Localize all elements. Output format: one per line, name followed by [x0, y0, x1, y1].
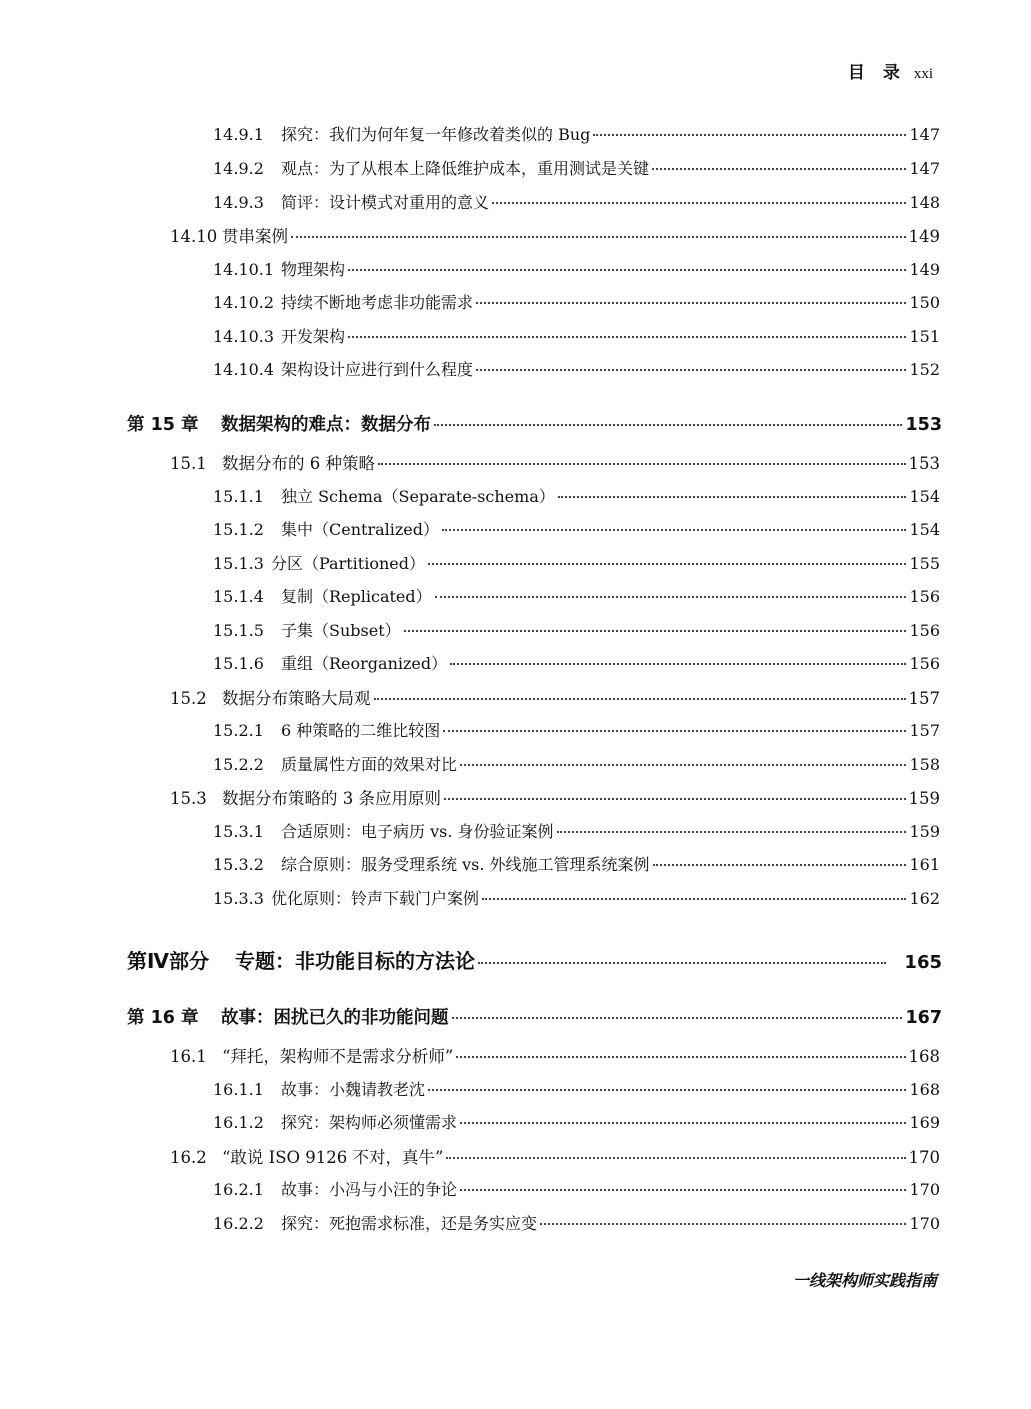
entry-number: 14.10.4	[213, 360, 275, 379]
toc-chapter	[127, 411, 942, 436]
entry-page: 159	[908, 789, 940, 808]
entry-title: 质量属性方面的效果对比	[281, 755, 458, 774]
entry-number: 14.9.3	[213, 193, 264, 212]
entry-title: 故事：小魏请教老沈	[281, 1080, 426, 1099]
entry-number: 16.2.1	[213, 1180, 264, 1199]
leader-dots	[476, 302, 906, 304]
leader-dots	[428, 563, 906, 565]
entry-number: 16.1.1	[213, 1080, 264, 1099]
entry-title: 贯串案例	[222, 227, 288, 246]
entry-page: 169	[909, 1113, 940, 1132]
entry-title: 探究：架构师必须懂需求	[281, 1113, 458, 1132]
entry-title: 数据分布策略的 3 条应用原则	[222, 789, 441, 808]
toc-entry	[213, 484, 940, 507]
entry-page: 152	[909, 360, 940, 379]
running-footer: 一线架构师实践指南	[792, 1271, 937, 1290]
header-page-number: xxi	[913, 66, 933, 82]
entry-title: 优化原则：铃声下载门户案例	[271, 889, 480, 908]
entry-number: 14.10.1	[213, 260, 275, 279]
toc-entry	[213, 584, 940, 607]
toc-entry	[213, 651, 940, 674]
entry-page: 168	[909, 1080, 940, 1099]
part-title: 专题：非功能目标的方法论	[235, 949, 475, 973]
toc-entry	[213, 1077, 940, 1100]
entry-number: 15.1.5	[213, 621, 264, 640]
entry-title: 6 种策略的二维比较图	[281, 721, 441, 740]
leader-dots	[482, 898, 906, 900]
entry-page: 156	[909, 587, 940, 606]
chapter-title: 数据架构的难点：数据分布	[221, 415, 431, 435]
entry-page: 154	[909, 487, 940, 506]
toc-entry	[213, 190, 940, 213]
entry-page: 157	[909, 721, 940, 740]
entry-title: 独立 Schema（Separate-schema）	[281, 487, 555, 506]
entry-number: 15.1.6	[213, 654, 264, 673]
entry-number: 15.1.1	[213, 487, 264, 506]
chapter-title: 故事：困扰已久的非功能问题	[221, 1008, 449, 1028]
toc-entry	[213, 1211, 940, 1234]
entry-number: 15.1	[170, 454, 207, 473]
entry-page: 147	[909, 125, 940, 144]
entry-number: 16.2	[170, 1148, 207, 1167]
entry-number: 15.1.4	[213, 587, 264, 606]
leader-dots	[478, 962, 886, 964]
entry-title: 架构设计应进行到什么程度	[281, 360, 474, 379]
toc-entry	[170, 450, 940, 474]
entry-title: 持续不断地考虑非功能需求	[281, 293, 474, 312]
entry-page: 156	[909, 621, 940, 640]
toc-entry	[213, 718, 940, 741]
entry-number: 15.3.2	[213, 855, 264, 874]
entry-page: 153	[908, 454, 940, 473]
toc-entry	[170, 223, 940, 247]
toc-entry	[170, 685, 940, 709]
entry-page: 170	[909, 1214, 940, 1233]
leader-dots	[460, 764, 906, 766]
entry-number: 15.2.1	[213, 721, 264, 740]
entry-page: 168	[908, 1047, 940, 1066]
entry-number: 15.3	[170, 789, 207, 808]
leader-dots	[540, 1223, 906, 1225]
chapter-page: 167	[905, 1008, 942, 1028]
entry-number: 14.9.2	[213, 159, 264, 178]
entry-title: 探究：我们为何年复一年修改着类似的 Bug	[281, 125, 591, 144]
toc-chapter	[127, 1004, 942, 1029]
toc-entry	[213, 324, 940, 347]
entry-page: 170	[908, 1148, 940, 1167]
leader-dots	[428, 1089, 906, 1091]
part-page: 165	[904, 952, 942, 973]
entry-title: 数据分布的 6 种策略	[222, 454, 375, 473]
entry-number: 16.1.2	[213, 1113, 264, 1132]
entry-title: 故事：小冯与小汪的争论	[281, 1180, 458, 1199]
leader-dots	[652, 168, 906, 170]
entry-number: 15.3.3	[213, 889, 264, 908]
entry-page: 161	[909, 855, 940, 874]
leader-dots	[452, 1017, 903, 1019]
entry-title: 分区（Partitioned）	[271, 554, 425, 573]
leader-dots	[460, 1189, 906, 1191]
toc-entry	[213, 257, 940, 280]
leader-dots	[378, 463, 906, 465]
leader-dots	[374, 698, 906, 700]
leader-dots	[460, 1122, 906, 1124]
toc-entry	[213, 752, 940, 775]
chapter-number: 第 15 章	[127, 415, 199, 435]
header-title: 目 录	[847, 63, 906, 83]
leader-dots	[593, 134, 906, 136]
leader-dots	[450, 663, 906, 665]
entry-title: 物理架构	[281, 260, 346, 279]
entry-number: 14.10.2	[213, 293, 275, 312]
leader-dots	[446, 1157, 905, 1159]
toc-entry	[213, 156, 940, 179]
leader-dots	[348, 336, 906, 338]
toc-entry	[213, 852, 940, 875]
chapter-page: 153	[905, 415, 942, 435]
entry-title: 开发架构	[281, 327, 346, 346]
entry-title: “拜托，架构师不是需求分析师”	[222, 1047, 454, 1066]
entry-title: 数据分布策略大局观	[222, 689, 371, 708]
entry-number: 14.10.3	[213, 327, 275, 346]
chapter-number: 第 16 章	[127, 1008, 199, 1028]
leader-dots	[443, 730, 906, 732]
entry-number: 15.1.3	[213, 554, 264, 573]
part-number: 第Ⅳ部分	[127, 949, 209, 973]
entry-title: “敢说 ISO 9126 不对，真牛”	[222, 1148, 444, 1167]
toc-part	[127, 945, 942, 974]
entry-title: 简评：设计模式对重用的意义	[281, 193, 490, 212]
leader-dots	[557, 831, 907, 833]
entry-page: 151	[909, 327, 940, 346]
toc-entry	[170, 785, 940, 809]
entry-page: 147	[909, 159, 940, 178]
entry-page: 149	[908, 227, 940, 246]
toc-entry	[213, 551, 940, 574]
entry-page: 149	[909, 260, 940, 279]
entry-title: 观点：为了从根本上降低维护成本，重用测试是关键	[281, 159, 650, 178]
toc-entry	[213, 1110, 940, 1133]
toc-entry	[213, 886, 940, 909]
entry-page: 162	[909, 889, 940, 908]
entry-title: 集中（Centralized）	[281, 520, 440, 539]
toc-entry	[213, 819, 940, 842]
toc-entry	[170, 1144, 940, 1168]
leader-dots	[476, 369, 906, 371]
entry-title: 综合原则：服务受理系统 vs. 外线施工管理系统案例	[281, 855, 650, 874]
leader-dots	[558, 496, 907, 498]
leader-dots	[456, 1056, 905, 1058]
toc-entry	[213, 122, 940, 145]
leader-dots	[492, 202, 906, 204]
entry-title: 探究：死抱需求标准，还是务实应变	[281, 1214, 538, 1233]
entry-number: 15.2	[170, 689, 207, 708]
leader-dots	[653, 864, 907, 866]
toc-entry	[213, 618, 940, 641]
entry-page: 148	[909, 193, 940, 212]
leader-dots	[291, 236, 906, 238]
entry-page: 156	[909, 654, 940, 673]
entry-number: 15.2.2	[213, 755, 264, 774]
entry-number: 14.10	[170, 227, 218, 246]
leader-dots	[442, 529, 906, 531]
entry-page: 157	[908, 689, 940, 708]
entry-number: 16.2.2	[213, 1214, 264, 1233]
leader-dots	[404, 630, 907, 632]
toc-entry	[213, 290, 940, 313]
entry-page: 154	[909, 520, 940, 539]
leader-dots	[434, 424, 902, 426]
entry-page: 150	[909, 293, 940, 312]
entry-number: 16.1	[170, 1047, 207, 1066]
entry-page: 155	[909, 554, 940, 573]
entry-number: 14.9.1	[213, 125, 264, 144]
leader-dots	[348, 269, 906, 271]
toc-entry	[170, 1043, 940, 1067]
entry-title: 重组（Reorganized）	[281, 654, 448, 673]
entry-number: 15.3.1	[213, 822, 264, 841]
toc-entry	[213, 517, 940, 540]
entry-page: 170	[909, 1180, 940, 1199]
entry-title: 合适原则：电子病历 vs. 身份验证案例	[281, 822, 554, 841]
entry-page: 158	[909, 755, 940, 774]
toc-entry	[213, 357, 940, 380]
leader-dots	[444, 798, 906, 800]
entry-number: 15.1.2	[213, 520, 264, 539]
leader-dots	[435, 596, 907, 598]
entry-page: 159	[909, 822, 940, 841]
entry-title: 子集（Subset）	[281, 621, 401, 640]
entry-title: 复制（Replicated）	[281, 587, 432, 606]
toc-entry	[213, 1177, 940, 1200]
